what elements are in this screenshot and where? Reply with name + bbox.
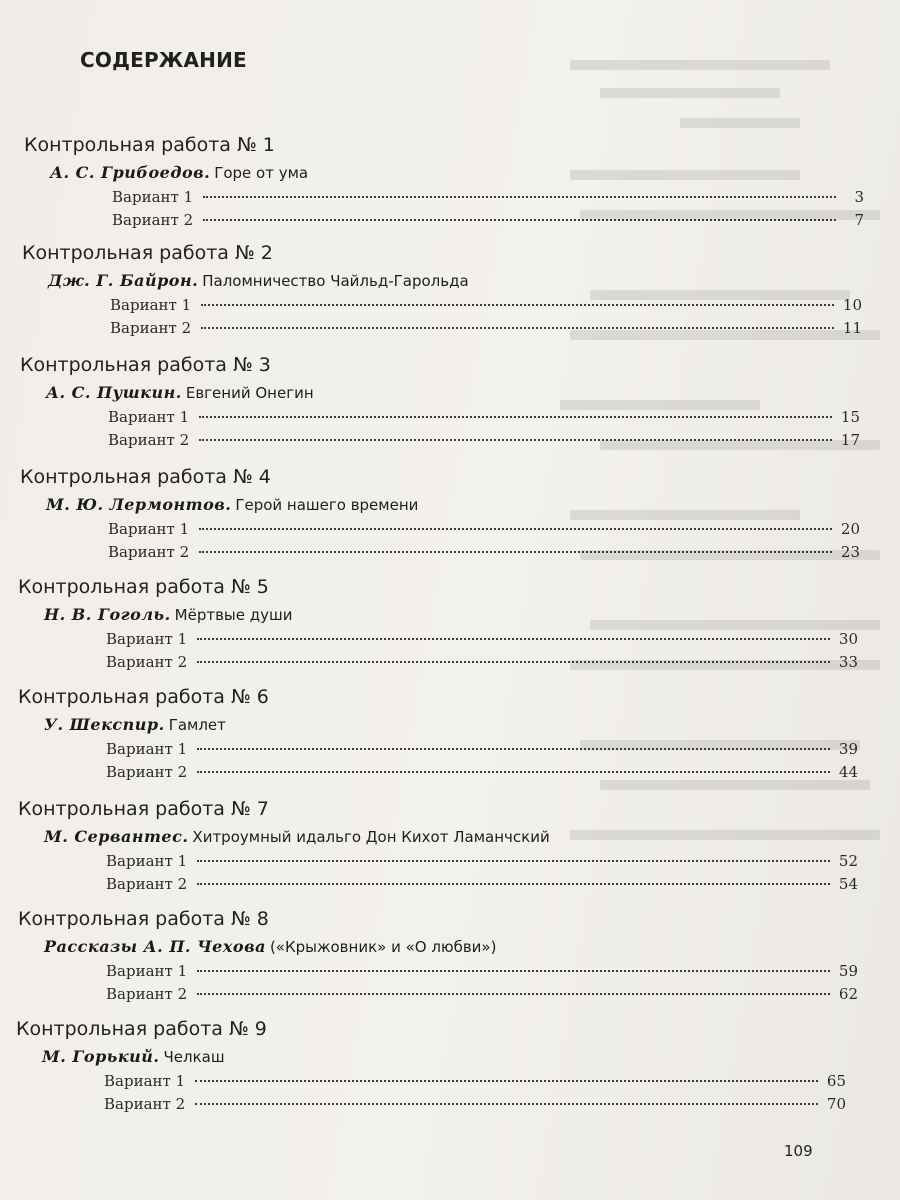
work-title: Хитроумный идальго Дон Кихот Ламанчский <box>192 828 550 846</box>
dot-leader <box>197 748 830 750</box>
work-line <box>44 712 858 738</box>
entry-label: Вариант 1 <box>104 1072 186 1090</box>
toc-section <box>16 1014 846 1116</box>
work-line <box>44 824 858 850</box>
entry-page-number: 20 <box>840 520 860 538</box>
toc-section <box>20 350 860 452</box>
entry-label: Вариант 1 <box>106 852 188 870</box>
work-line <box>48 268 862 294</box>
dot-leader <box>197 771 830 773</box>
page-number: 109 <box>784 1142 813 1160</box>
entry-label: Вариант 2 <box>106 763 188 781</box>
toc-entry[interactable] <box>106 761 858 784</box>
dot-leader <box>197 993 830 995</box>
toc-section <box>20 462 860 564</box>
work-title: Горе от ума <box>214 164 309 182</box>
entry-label: Вариант 1 <box>112 188 194 206</box>
toc-entry[interactable] <box>104 1070 846 1093</box>
work-line <box>44 602 858 628</box>
author-name: А. С. Грибоедов. <box>50 163 211 182</box>
work-line <box>44 934 858 960</box>
toc-section <box>24 130 864 232</box>
entry-label: Вариант 2 <box>108 543 190 561</box>
toc-entry[interactable] <box>112 186 864 209</box>
toc-entry[interactable] <box>106 628 858 651</box>
dot-leader <box>203 196 836 198</box>
entry-page-number: 44 <box>838 763 858 781</box>
entry-page-number: 59 <box>838 962 858 980</box>
entry-page-number: 11 <box>842 319 862 337</box>
section-title: Контрольная работа № 8 <box>18 908 269 930</box>
entry-page-number: 70 <box>826 1095 846 1113</box>
page-heading: СОДЕРЖАНИЕ <box>80 48 247 72</box>
author-name: М. Горький. <box>42 1047 160 1066</box>
work-title: Паломничество Чайльд-Гарольда <box>202 272 469 290</box>
dot-leader <box>197 860 830 862</box>
entry-page-number: 65 <box>826 1072 846 1090</box>
author-name: Рассказы А. П. Чехова <box>44 937 266 956</box>
toc-section <box>18 572 858 674</box>
dot-leader <box>201 304 834 306</box>
author-name: А. С. Пушкин. <box>46 383 182 402</box>
dot-leader <box>197 638 830 640</box>
work-title: Гамлет <box>168 716 226 734</box>
entry-label: Вариант 1 <box>106 740 188 758</box>
dot-leader <box>197 970 830 972</box>
toc-section <box>18 904 858 1006</box>
work-title: Челкаш <box>163 1048 225 1066</box>
work-title: Мёртвые души <box>174 606 293 624</box>
toc-entry[interactable] <box>106 651 858 674</box>
dot-leader <box>195 1080 818 1082</box>
toc-entry[interactable] <box>104 1093 846 1116</box>
entry-label: Вариант 1 <box>106 630 188 648</box>
author-name: Дж. Г. Байрон. <box>48 271 199 290</box>
toc-section <box>22 238 862 340</box>
entry-page-number: 39 <box>838 740 858 758</box>
toc-entry[interactable] <box>106 738 858 761</box>
work-title: Евгений Онегин <box>185 384 314 402</box>
dot-leader <box>203 219 836 221</box>
toc-entry[interactable] <box>106 983 858 1006</box>
toc-section <box>18 794 858 896</box>
entry-label: Вариант 2 <box>104 1095 186 1113</box>
section-title: Контрольная работа № 3 <box>20 354 271 376</box>
entry-page-number: 10 <box>842 296 862 314</box>
section-title: Контрольная работа № 6 <box>18 686 269 708</box>
work-line <box>46 492 860 518</box>
entry-label: Вариант 2 <box>106 985 188 1003</box>
entry-page-number: 62 <box>838 985 858 1003</box>
author-name: М. Сервантес. <box>44 827 189 846</box>
dot-leader <box>199 416 832 418</box>
toc-entry[interactable] <box>106 960 858 983</box>
entry-page-number: 7 <box>854 211 864 229</box>
dot-leader <box>197 661 830 663</box>
dot-leader <box>199 528 832 530</box>
author-name: Н. В. Гоголь. <box>44 605 171 624</box>
entry-page-number: 3 <box>854 188 864 206</box>
work-line <box>42 1044 846 1070</box>
entry-page-number: 33 <box>838 653 858 671</box>
dot-leader <box>201 327 834 329</box>
section-title: Контрольная работа № 4 <box>20 466 271 488</box>
entry-label: Вариант 2 <box>108 431 190 449</box>
toc-entry[interactable] <box>110 317 862 340</box>
section-title: Контрольная работа № 7 <box>18 798 269 820</box>
toc-entry[interactable] <box>112 209 864 232</box>
entry-label: Вариант 1 <box>110 296 192 314</box>
toc-entry[interactable] <box>108 518 860 541</box>
section-title: Контрольная работа № 1 <box>24 134 275 156</box>
toc-entry[interactable] <box>106 873 858 896</box>
toc-entry[interactable] <box>108 406 860 429</box>
work-line <box>46 380 860 406</box>
dot-leader <box>199 551 832 553</box>
work-line <box>50 160 864 186</box>
entry-label: Вариант 2 <box>106 653 188 671</box>
entry-page-number: 15 <box>840 408 860 426</box>
section-title: Контрольная работа № 5 <box>18 576 269 598</box>
entry-label: Вариант 2 <box>112 211 194 229</box>
dot-leader <box>195 1103 818 1105</box>
work-title: Герой нашего времени <box>235 496 419 514</box>
toc-entry[interactable] <box>106 850 858 873</box>
entry-label: Вариант 2 <box>106 875 188 893</box>
entry-page-number: 23 <box>840 543 860 561</box>
section-title: Контрольная работа № 2 <box>22 242 273 264</box>
entry-label: Вариант 1 <box>106 962 188 980</box>
entry-page-number: 17 <box>840 431 860 449</box>
entry-label: Вариант 1 <box>108 408 190 426</box>
author-name: У. Шекспир. <box>44 715 165 734</box>
dot-leader <box>197 883 830 885</box>
toc-entry[interactable] <box>108 429 860 452</box>
entry-page-number: 52 <box>838 852 858 870</box>
dot-leader <box>199 439 832 441</box>
entry-page-number: 54 <box>838 875 858 893</box>
entry-label: Вариант 2 <box>110 319 192 337</box>
entry-label: Вариант 1 <box>108 520 190 538</box>
section-title: Контрольная работа № 9 <box>16 1018 267 1040</box>
toc-entry[interactable] <box>110 294 862 317</box>
entry-page-number: 30 <box>838 630 858 648</box>
work-title: («Крыжовник» и «О любви») <box>269 938 497 956</box>
toc-section <box>18 682 858 784</box>
author-name: М. Ю. Лермонтов. <box>46 495 232 514</box>
toc-entry[interactable] <box>108 541 860 564</box>
